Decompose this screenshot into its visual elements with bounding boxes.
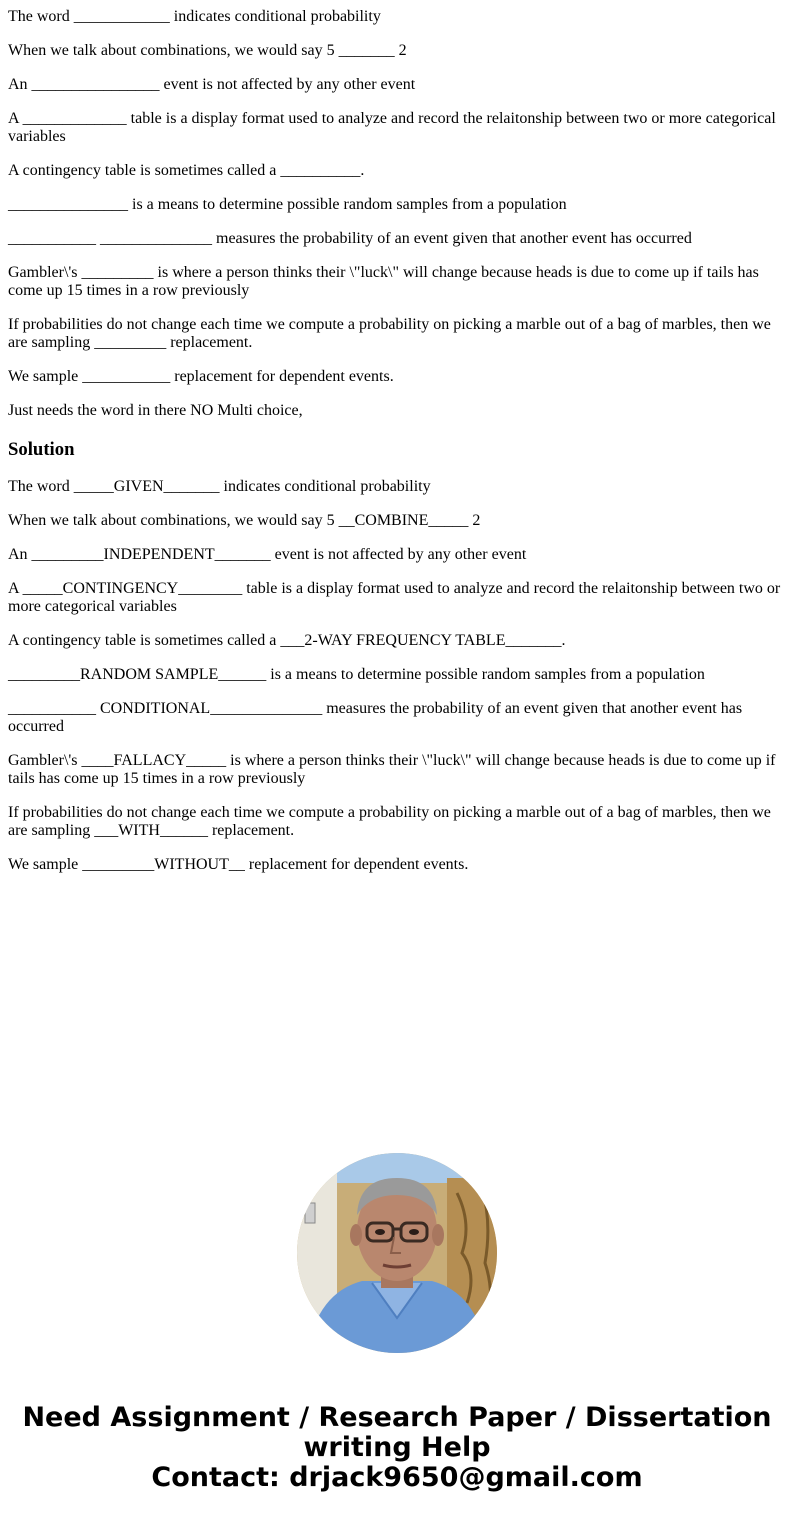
question-7: ___________ ______________ measures the probability of an event given that another event has occurred <box>8 230 692 247</box>
answer-1: The word _____GIVEN_______ indicates conditional probability <box>8 478 431 495</box>
question-4: A _____________ table is a display format used to analyze and record the relaitonship between two or more categorical variables <box>8 110 776 145</box>
question-10: We sample ___________ replacement for dependent events. <box>8 368 394 385</box>
promo-line-2: writing Help <box>303 1432 491 1463</box>
solution-heading: Solution <box>8 439 75 460</box>
question-2: When we talk about combinations, we would say 5 _______ 2 <box>8 42 407 59</box>
answer-4: A _____CONTINGENCY________ table is a display format used to analyze and record the relaitonship between two or more categorical variables <box>8 580 781 615</box>
promo-line-1: Need Assignment / Research Paper / Dissertation <box>22 1402 772 1433</box>
question-answer-document <box>8 0 784 890</box>
question-6: _______________ is a means to determine possible random samples from a population <box>8 196 567 213</box>
author-portrait-image <box>297 1153 497 1353</box>
question-8: Gambler\'s _________ is where a person thinks their \"luck\" will change because heads is due to come up if tails has come up 15 times in a row previously <box>8 264 759 299</box>
question-1: The word ____________ indicates conditional probability <box>8 8 381 25</box>
promo-contact: Contact: drjack9650@gmail.com <box>151 1462 643 1493</box>
answer-8: Gambler\'s ____FALLACY_____ is where a person thinks their \"luck\" will change because heads is due to come up if tails has come up 15 times in a row previously <box>8 752 776 787</box>
question-note: Just needs the word in there NO Multi choice, <box>8 402 303 419</box>
answer-5: A contingency table is sometimes called a ___2-WAY FREQUENCY TABLE_______. <box>8 632 566 649</box>
question-3: An ________________ event is not affected by any other event <box>8 76 416 93</box>
answer-3: An _________INDEPENDENT_______ event is not affected by any other event <box>8 546 527 563</box>
promo-banner <box>0 1403 794 1493</box>
answer-10: We sample _________WITHOUT__ replacement for dependent events. <box>8 856 469 873</box>
answer-7: ___________ CONDITIONAL______________ measures the probability of an event given that another event has occurred <box>8 700 743 735</box>
answer-6: _________RANDOM SAMPLE______ is a means to determine possible random samples from a population <box>8 666 705 683</box>
question-9: If probabilities do not change each time we compute a probability on picking a marble out of a bag of marbles, then we are sampling _________ replacement. <box>8 316 771 351</box>
question-5: A contingency table is sometimes called a __________. <box>8 162 365 179</box>
answer-2: When we talk about combinations, we would say 5 __COMBINE_____ 2 <box>8 512 481 529</box>
answer-9: If probabilities do not change each time we compute a probability on picking a marble out of a bag of marbles, then we are sampling ___WITH______ replacement. <box>8 804 771 839</box>
author-avatar <box>297 1153 497 1353</box>
